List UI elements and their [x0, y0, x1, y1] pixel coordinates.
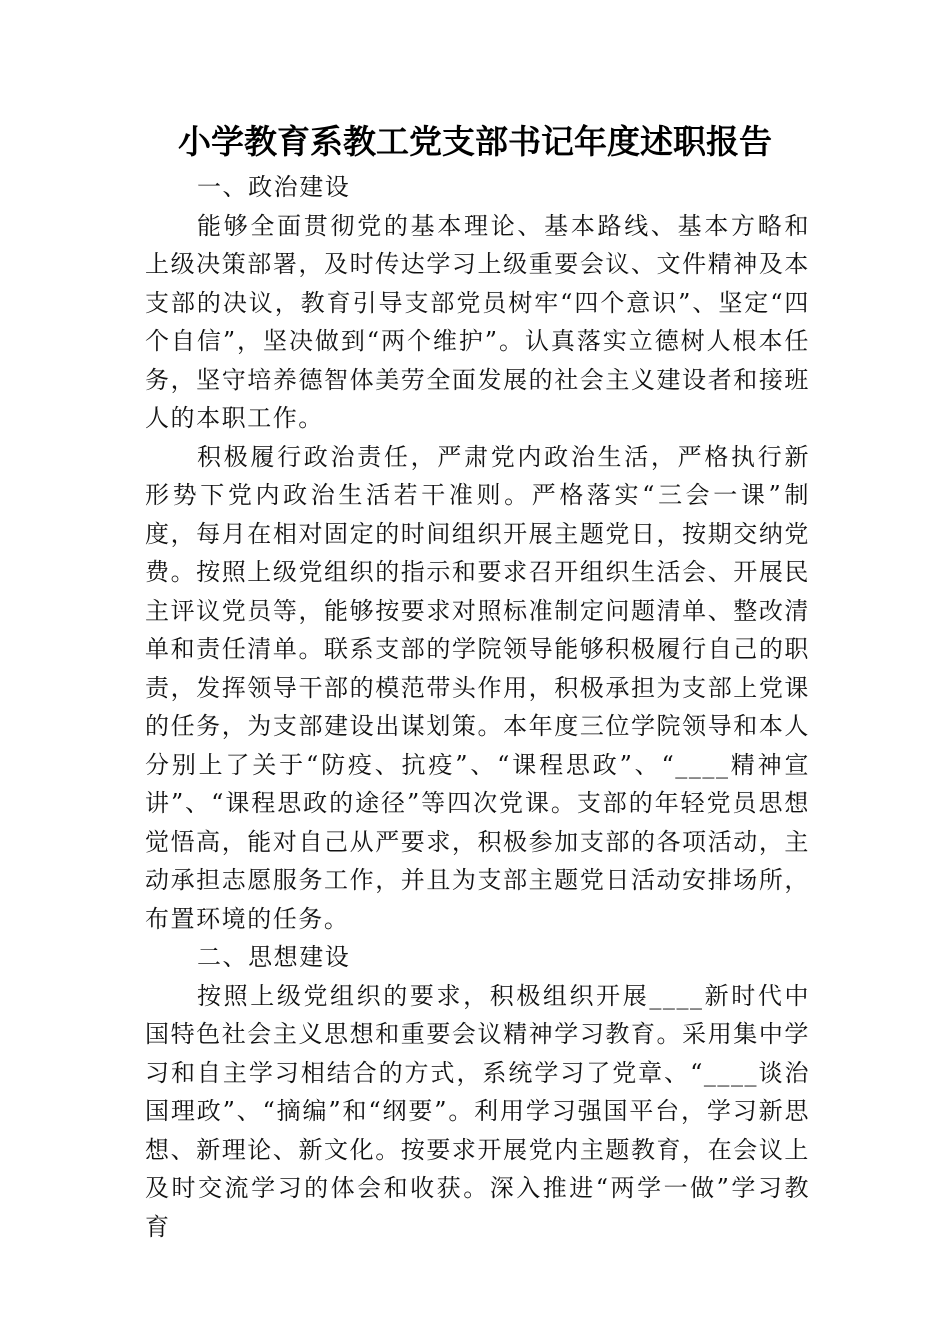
- paragraph: 按照上级党组织的要求，积极组织开展____新时代中国特色社会主义思想和重要会议精神学习教育。采用集中学习和自主学习相结合的方式，系统学习了党章、“____谈治国理政”、“摘编”和“纲要”。利用学习强国平台，学习新思想、新理论、新文化。按要求开展党内主题教育，在会议上及时交流学习的体会和收获。深入推进“两学一做”学习教育: [145, 981, 810, 1241]
- paragraph: 积极履行政治责任，严肃党内政治生活，严格执行新形势下党内政治生活若干准则。严格落实“三会一课”制度，每月在相对固定的时间组织开展主题党日，按期交纳党费。按照上级党组织的指示和要求召开组织生活会、开展民主评议党员等，能够按要求对照标准制定问题清单、整改清单和责任清单。联系支部的学院领导能够积极履行自己的职责，发挥领导干部的模范带头作用，积极承担为支部上党课的任务，为支部建设出谋划策。本年度三位学院领导和本人分别上了关于“防疫、抗疫”、“课程思政”、“____精神宣讲”、“课程思政的途径”等四次党课。支部的年轻党员思想觉悟高，能对自己从严要求，积极参加支部的各项活动，主动承担志愿服务工作，并且为支部主题党日活动安排场所，布置环境的任务。: [145, 442, 810, 933]
- section-heading-ideological: 二、思想建设: [197, 943, 351, 971]
- paragraph: 能够全面贯彻党的基本理论、基本路线、基本方略和上级决策部署，及时传达学习上级重要会议、文件精神及本支部的决议，教育引导支部党员树牢“四个意识”、坚定“四个自信”，坚决做到“两个维护”。认真落实立德树人根本任务，坚守培养德智体美劳全面发展的社会主义建设者和接班人的本职工作。: [145, 211, 810, 432]
- document-body: [145, 168, 810, 1246]
- document-title: 小学教育系教工党支部书记年度述职报告: [178, 122, 772, 161]
- section-heading-political: 一、政治建设: [197, 173, 351, 201]
